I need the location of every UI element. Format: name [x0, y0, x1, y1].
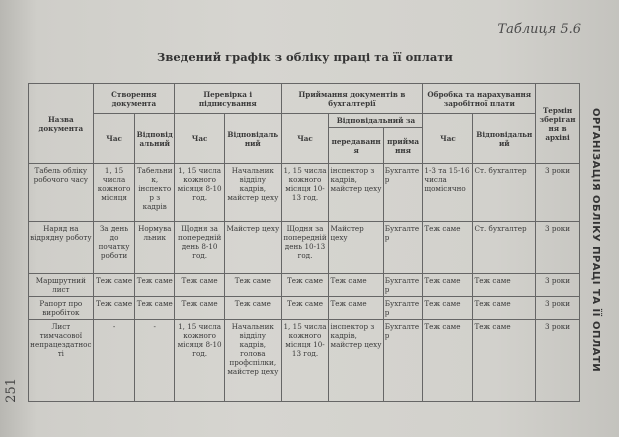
- table-cell: Майстер цеху: [225, 222, 281, 274]
- header-responsible-checking: Відповідальний: [225, 114, 281, 164]
- header-processing: Обробка та нарахування заробітної плати: [423, 84, 536, 114]
- table-cell: Щодня за попередній день 10-13 год.: [281, 222, 329, 274]
- table-cell: 1, 15 числа кожного місяця 10-13 год.: [281, 164, 329, 222]
- table-cell: Начальник відділу кадрів, майстер цеху: [225, 164, 281, 222]
- table-cell: Бухгалтер: [383, 320, 423, 402]
- table-cell: 1, 15 числа кожного місяця 8-10 год.: [175, 320, 225, 402]
- table-row: [29, 164, 580, 222]
- table-cell: 1, 15 числа кожного місяця 8-10 год.: [175, 164, 225, 222]
- table-cell: Теж саме: [423, 274, 473, 297]
- header-time-creation: Час: [93, 114, 135, 164]
- table-cell: Теж саме: [135, 297, 175, 320]
- table-cell: Теж саме: [473, 297, 536, 320]
- table-cell: Щодня за попередній день 8-10 год.: [175, 222, 225, 274]
- table-cell: Маршрутний лист: [29, 274, 94, 297]
- header-transfer: передавання: [329, 128, 383, 164]
- table-cell: Теж саме: [175, 274, 225, 297]
- table-cell: Теж саме: [423, 297, 473, 320]
- table-cell: Лист тимчасової непрацездатності: [29, 320, 94, 402]
- table-cell: Теж саме: [281, 297, 329, 320]
- table-cell: Начальник відділу кадрів, голова профспілки, майстер цеху: [225, 320, 281, 402]
- table-cell: Майстер цеху: [329, 222, 383, 274]
- table-cell: Теж саме: [175, 297, 225, 320]
- table-cell: Теж саме: [423, 320, 473, 402]
- header-row-1: [29, 84, 580, 114]
- header-creation: Створення документа: [93, 84, 174, 114]
- table-row: [29, 297, 580, 320]
- header-acceptance: Приймання документів в бухгалтерії: [281, 84, 423, 114]
- header-responsible-creation: Відповідальний: [135, 114, 175, 164]
- table-label: Таблиця 5.6: [497, 22, 581, 37]
- table-row: [29, 222, 580, 274]
- table-row: [29, 274, 580, 297]
- table-cell: -: [135, 320, 175, 402]
- table-cell: Бухгалтер: [383, 164, 423, 222]
- table-cell: 1, 15 числа кожного місяця 10-13 год.: [281, 320, 329, 402]
- header-time-checking: Час: [175, 114, 225, 164]
- table-cell: 3 роки: [536, 274, 580, 297]
- table-cell: 3 роки: [536, 222, 580, 274]
- table-cell: 1, 15 числа кожного місяця: [93, 164, 135, 222]
- header-time-acceptance: Час: [281, 114, 329, 164]
- table-cell: 3 роки: [536, 297, 580, 320]
- table-cell: інспектор з кадрів, майстер цеху: [329, 164, 383, 222]
- table-cell: Наряд на відрядну роботу: [29, 222, 94, 274]
- header-time-processing: Час: [423, 114, 473, 164]
- table-cell: 3 роки: [536, 320, 580, 402]
- table-cell: Теж саме: [473, 320, 536, 402]
- page-number: 251: [4, 378, 19, 403]
- table-cell: Табельник, інспектор з кадрів: [135, 164, 175, 222]
- header-storage: Термін зберігання в архіві: [536, 84, 580, 164]
- table-cell: Теж саме: [225, 297, 281, 320]
- header-responsible-for: Відповідальний за: [329, 114, 423, 128]
- table-cell: Ст. бухгалтер: [473, 222, 536, 274]
- table-cell: інспектор з кадрів, майстер цеху: [329, 320, 383, 402]
- table-cell: Бухгалтер: [383, 274, 423, 297]
- table-row: [29, 320, 580, 402]
- table-cell: Теж саме: [225, 274, 281, 297]
- table-cell: Табель обліку робочого часу: [29, 164, 94, 222]
- table-cell: Теж саме: [329, 297, 383, 320]
- header-doc-name: Назва документа: [29, 84, 94, 164]
- header-responsible-processing: Відповідальний: [473, 114, 536, 164]
- header-receiving: приймання: [383, 128, 423, 164]
- table-cell: Теж саме: [93, 297, 135, 320]
- table-cell: Бухгалтер: [383, 222, 423, 274]
- header-checking: Перевірка і підписування: [175, 84, 281, 114]
- table-cell: Нормувальник: [135, 222, 175, 274]
- table-cell: Теж саме: [135, 274, 175, 297]
- table-cell: За день до початку роботи: [93, 222, 135, 274]
- table-cell: Ст. бухгалтер: [473, 164, 536, 222]
- table-cell: Бухгалтер: [383, 297, 423, 320]
- header-row-2: [29, 114, 580, 128]
- table-cell: 3 роки: [536, 164, 580, 222]
- table-cell: Теж саме: [93, 274, 135, 297]
- table-cell: Теж саме: [281, 274, 329, 297]
- table-cell: Теж саме: [473, 274, 536, 297]
- table-cell: Теж саме: [423, 222, 473, 274]
- table-title: Зведений графік з обліку праці та її оплати: [157, 50, 453, 64]
- table-cell: Рапорт про виробіток: [29, 297, 94, 320]
- work-pay-schedule-table: [28, 83, 580, 402]
- table-cell: Теж саме: [329, 274, 383, 297]
- chapter-side-title: ОРГАНІЗАЦІЯ ОБЛІКУ ПРАЦІ ТА ЇЇ ОПЛАТИ: [590, 108, 601, 373]
- table-cell: 1-3 та 15-16 числа щомісячно: [423, 164, 473, 222]
- table-cell: -: [93, 320, 135, 402]
